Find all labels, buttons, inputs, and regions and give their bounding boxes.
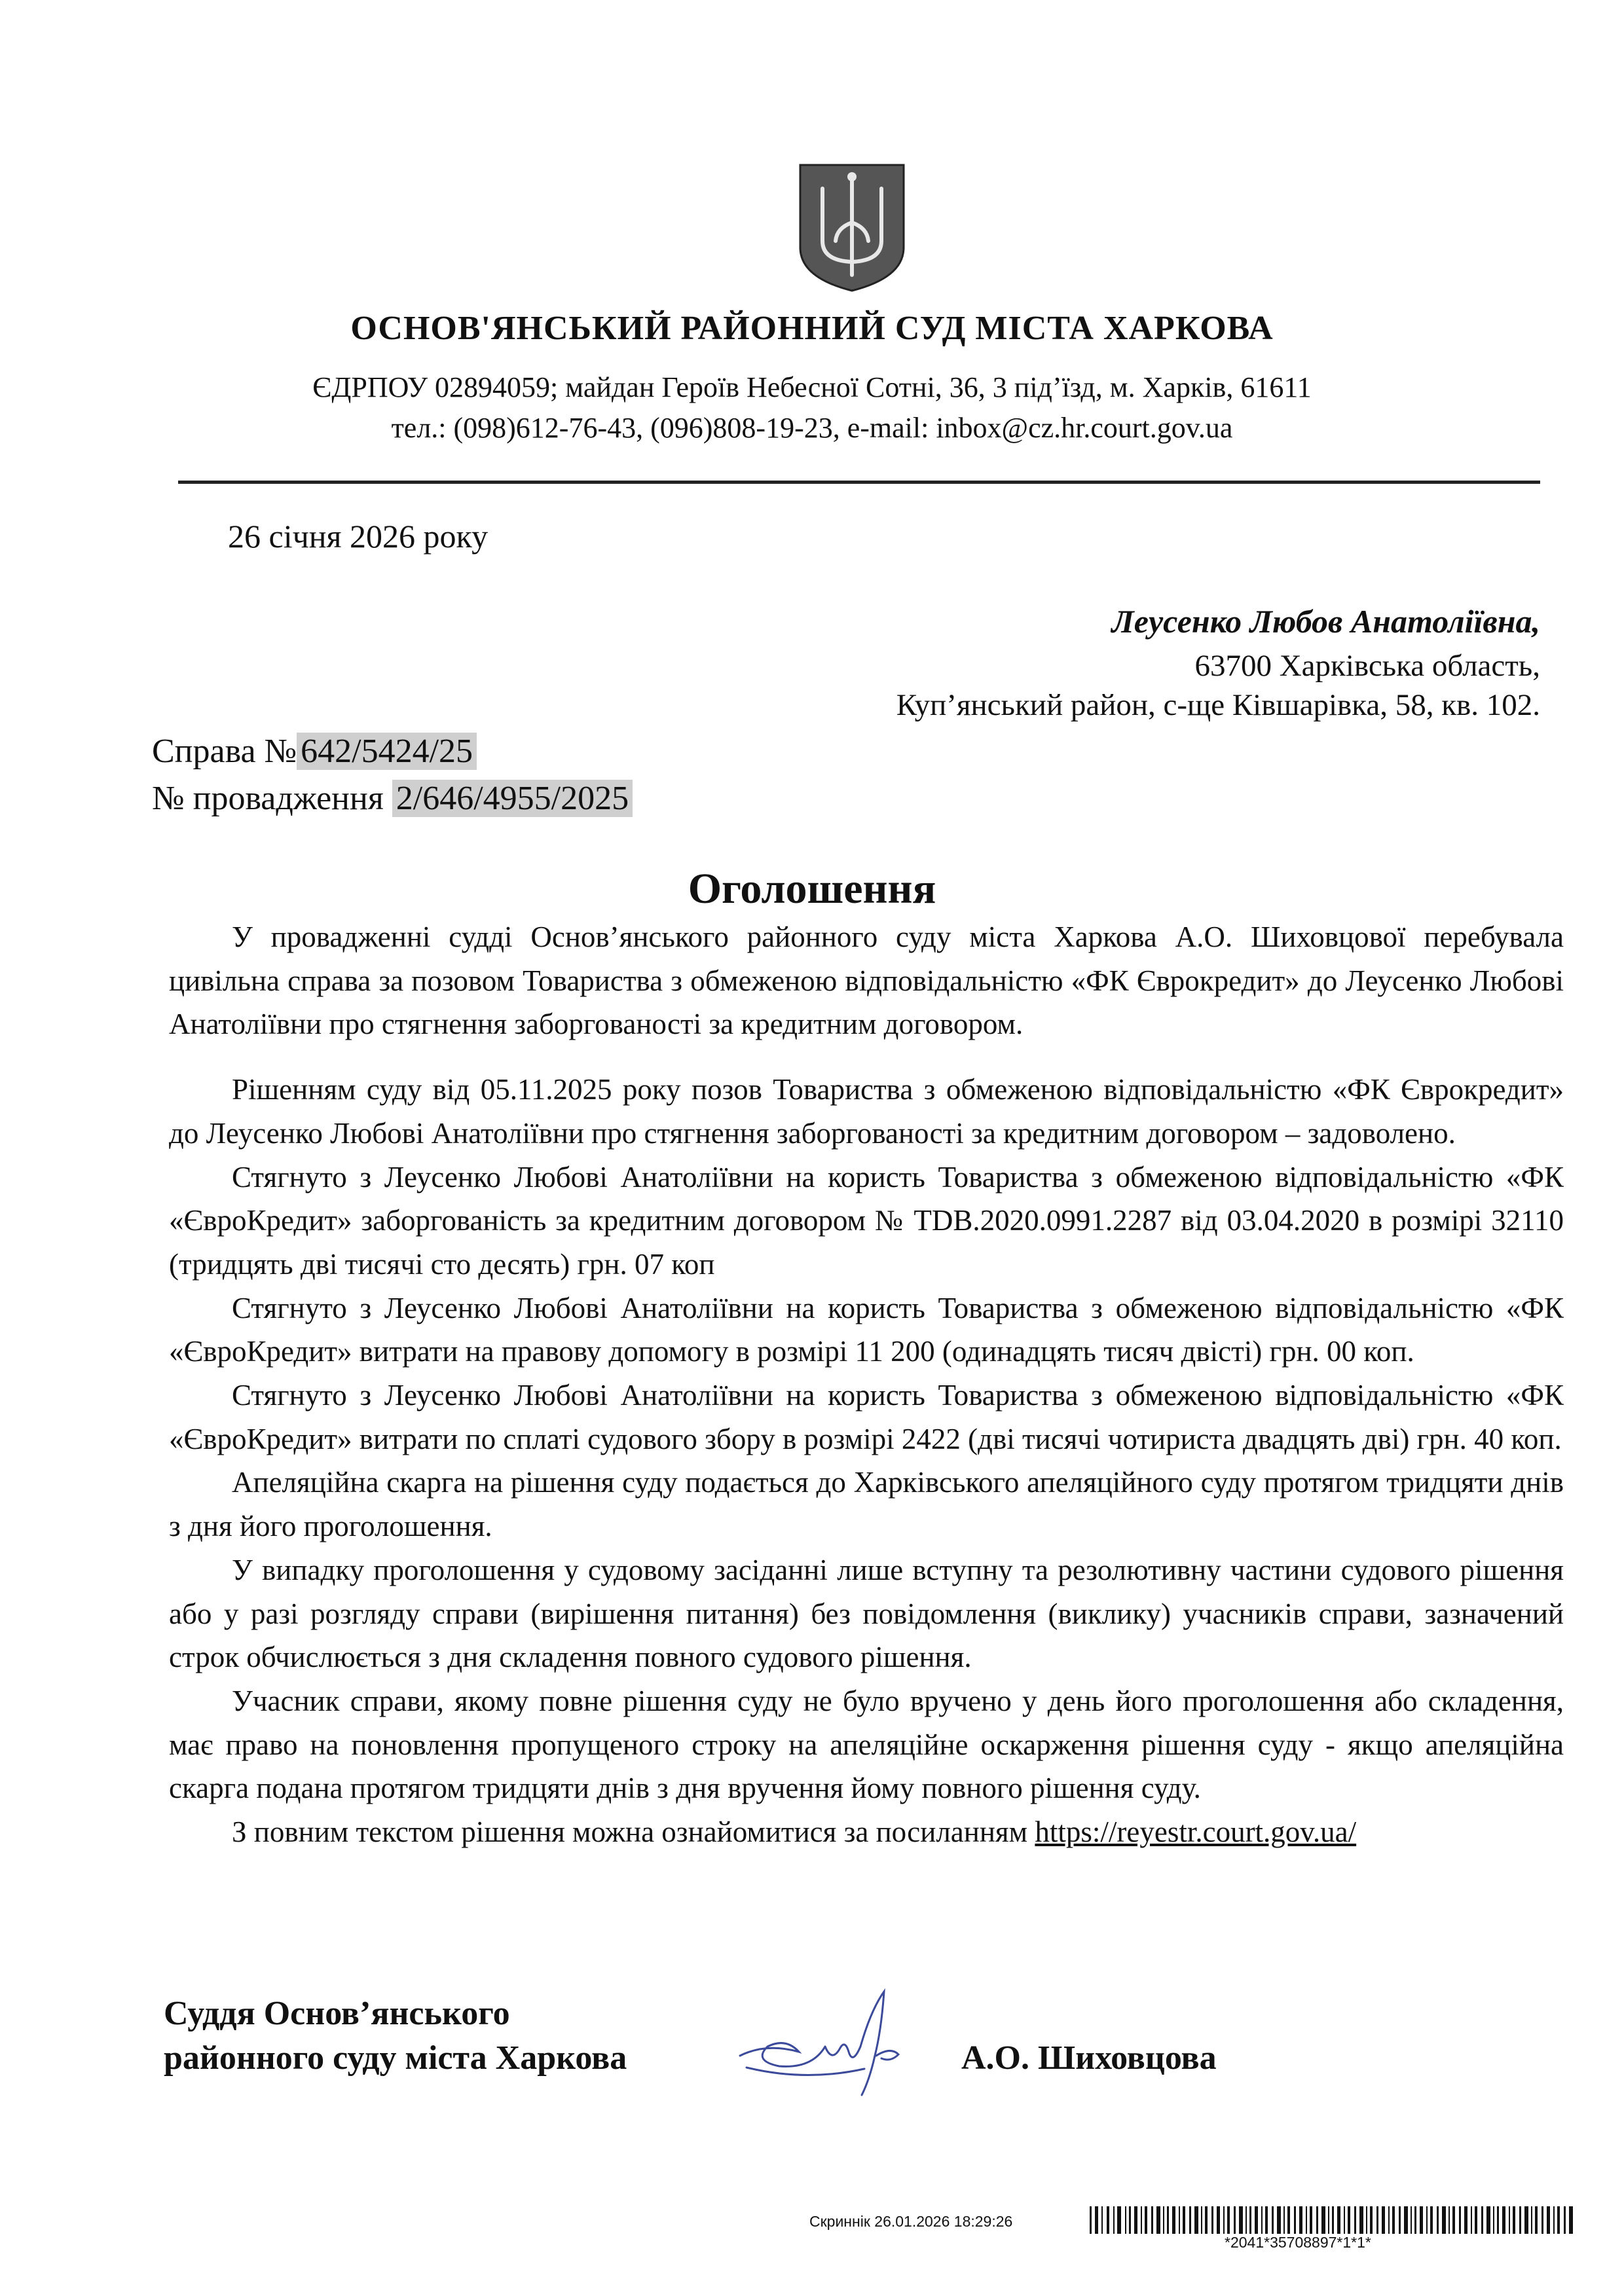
registry-link[interactable]: https://reyestr.court.gov.ua/	[1035, 1815, 1357, 1849]
notice-title: Оголошення	[688, 865, 936, 913]
header-divider	[178, 481, 1540, 484]
registry-stamp: Скриннік 26.01.2026 18:29:26	[809, 2213, 1013, 2230]
case-number: 642/5424/25	[297, 733, 477, 770]
paragraph: Рішенням суду від 05.11.2025 року позов Товариства з обмеженою відповідальністю «ФК Єврокредит» до Леусенко Любові Анатоліївни про стягнення заборгованості за кредитним договором – задоволено.	[169, 1073, 1564, 1150]
judge-position-line2: районного суду міста Харкова	[164, 2039, 627, 2077]
paragraph: Апеляційна скарга на рішення суду подається до Харківського апеляційного суду протягом тридцяти днів з дня його проголошення.	[169, 1466, 1564, 1543]
document-date: 26 січня 2026 року	[228, 518, 489, 555]
paragraph: У провадженні судді Основ’янського районного суду міста Харкова А.О. Шиховцової перебувала цивільна справа за позовом Товариства з обмеженою відповідальністю «ФК Єврокредит» до Леусенко Любові Анатоліївни про стягнення заборгованості за кредитним договором.	[169, 920, 1564, 1041]
barcode-icon	[1090, 2206, 1574, 2234]
case-number-line	[152, 732, 477, 771]
court-name: ОСНОВ'ЯНСЬКИЙ РАЙОННИЙ СУД МІСТА ХАРКОВА	[350, 310, 1274, 347]
notice-body	[169, 915, 1564, 1854]
paragraph: Стягнуто з Леусенко Любові Анатоліївни на користь Товариства з обмеженою відповідальністю «ФК «ЄвроКредит» витрати на правову допомогу в розмірі 11 200 (одинадцять тисяч двісті) грн. 00 коп.	[169, 1291, 1564, 1368]
link-paragraph	[169, 1810, 1564, 1854]
judge-position-line1: Суддя Основ’янського	[164, 1995, 510, 2032]
paragraph: Стягнуто з Леусенко Любові Анатоліївни на користь Товариства з обмеженою відповідальністю «ФК «ЄвроКредит» заборгованість за кредитним договором № TDB.2020.0991.2287 від 03.04.2020 в розмірі 32110 (тридцять дві тисячі сто десять) грн. 07 коп	[169, 1160, 1564, 1281]
proceeding-number-line	[152, 779, 633, 818]
paragraph: Учасник справи, якому повне рішення суду не було вручено у день його проголошення або складення, має право на поновлення пропущеного строку на апеляційне оскарження рішення суду - якщо апеляційна скарга подана протягом тридцяти днів з дня вручення йому повного рішення суду.	[169, 1684, 1564, 1805]
court-requisites: ЄДРПОУ 02894059; майдан Героїв Небесної Сотні, 36, 3 під’їзд, м. Харків, 61611	[312, 371, 1312, 403]
link-intro: З повним текстом рішення можна ознайомитися за посиланням	[232, 1815, 1035, 1849]
case-label: Справа №	[152, 733, 297, 770]
proceeding-label: № провадження	[152, 780, 392, 817]
court-contacts: тел.: (098)612-76-43, (096)808-19-23, e-mail: inbox@cz.hr.court.gov.ua	[391, 412, 1233, 444]
paragraph: Стягнуто з Леусенко Любові Анатоліївни на користь Товариства з обмеженою відповідальністю «ФК «ЄвроКредит» витрати по сплаті судового збору в розмірі 2422 (дві тисячі чотириста двадцять дві) грн. 40 коп.	[169, 1379, 1564, 1455]
judge-name: А.О. Шиховцова	[961, 2039, 1217, 2077]
paragraph: У випадку проголошення у судовому засіданні лише вступну та резолютивну частини судового рішення або у разі розгляду справи (вирішення питання) без повідомлення (виклику) учасників справи, зазначений строк обчислюється з дня складення повного судового рішення.	[169, 1553, 1564, 1674]
addressee-name: Леусенко Любов Анатоліївна,	[1111, 603, 1540, 640]
proceeding-number: 2/646/4955/2025	[392, 780, 633, 817]
addressee-address-line1: 63700 Харківська область,	[1194, 649, 1540, 683]
trident-coat-of-arms-icon	[796, 162, 908, 293]
barcode-number: *2041*35708897*1*1*	[1225, 2234, 1371, 2251]
handwritten-signature-icon	[727, 1984, 923, 2108]
addressee-address-line2: Куп’янський район, с-ще Ківшарівка, 58, кв. 102.	[896, 688, 1540, 722]
